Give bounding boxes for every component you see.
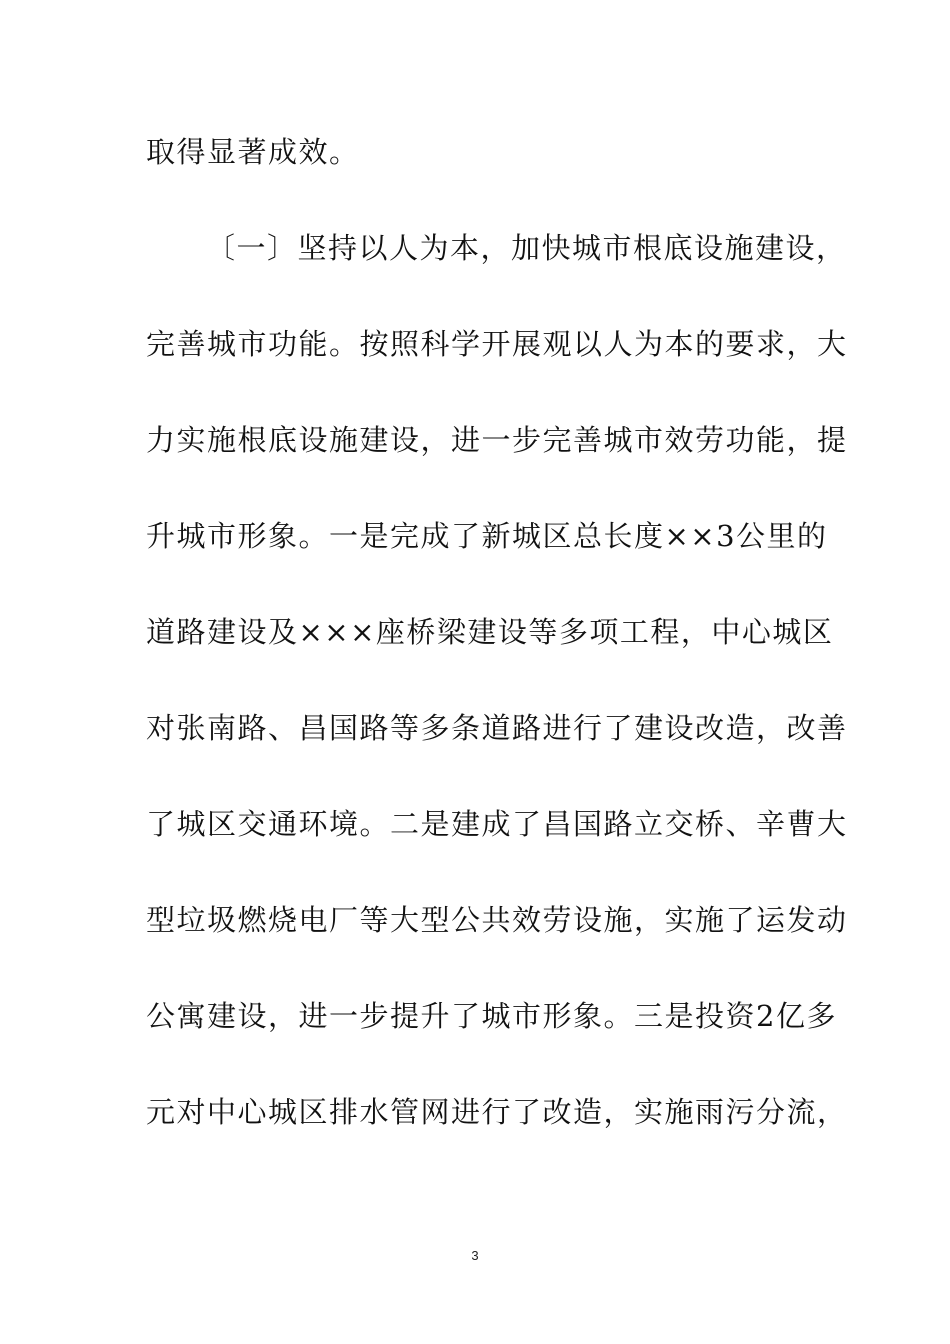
text-line: 对张南路、昌国路等多条道路进行了建设改造，改善 [146,711,848,745]
text-line: 了城区交通环境。二是建成了昌国路立交桥、辛曹大 [146,807,848,841]
text-line: 元对中心城区排水管网进行了改造，实施雨污分流， [146,1095,848,1129]
page-number: 3 [471,1248,479,1263]
text-line: 道路建设及×××座桥梁建设等多项工程，中心城区 [146,615,834,649]
section-heading-line: 〔一〕坚持以人为本，加快城市根底设施建设， [206,231,847,265]
text-line: 完善城市功能。按照科学开展观以人为本的要求，大 [146,327,848,361]
text-line: 取得显著成效。 [146,135,360,169]
text-line: 力实施根底设施建设，进一步完善城市效劳功能，提 [146,423,848,457]
text-line: 型垃圾燃烧电厂等大型公共效劳设施，实施了运发动 [146,903,848,937]
text-line: 公寓建设，进一步提升了城市形象。三是投资2亿多 [146,999,837,1033]
text-line: 升城市形象。一是完成了新城区总长度××3公里的 [146,519,828,553]
